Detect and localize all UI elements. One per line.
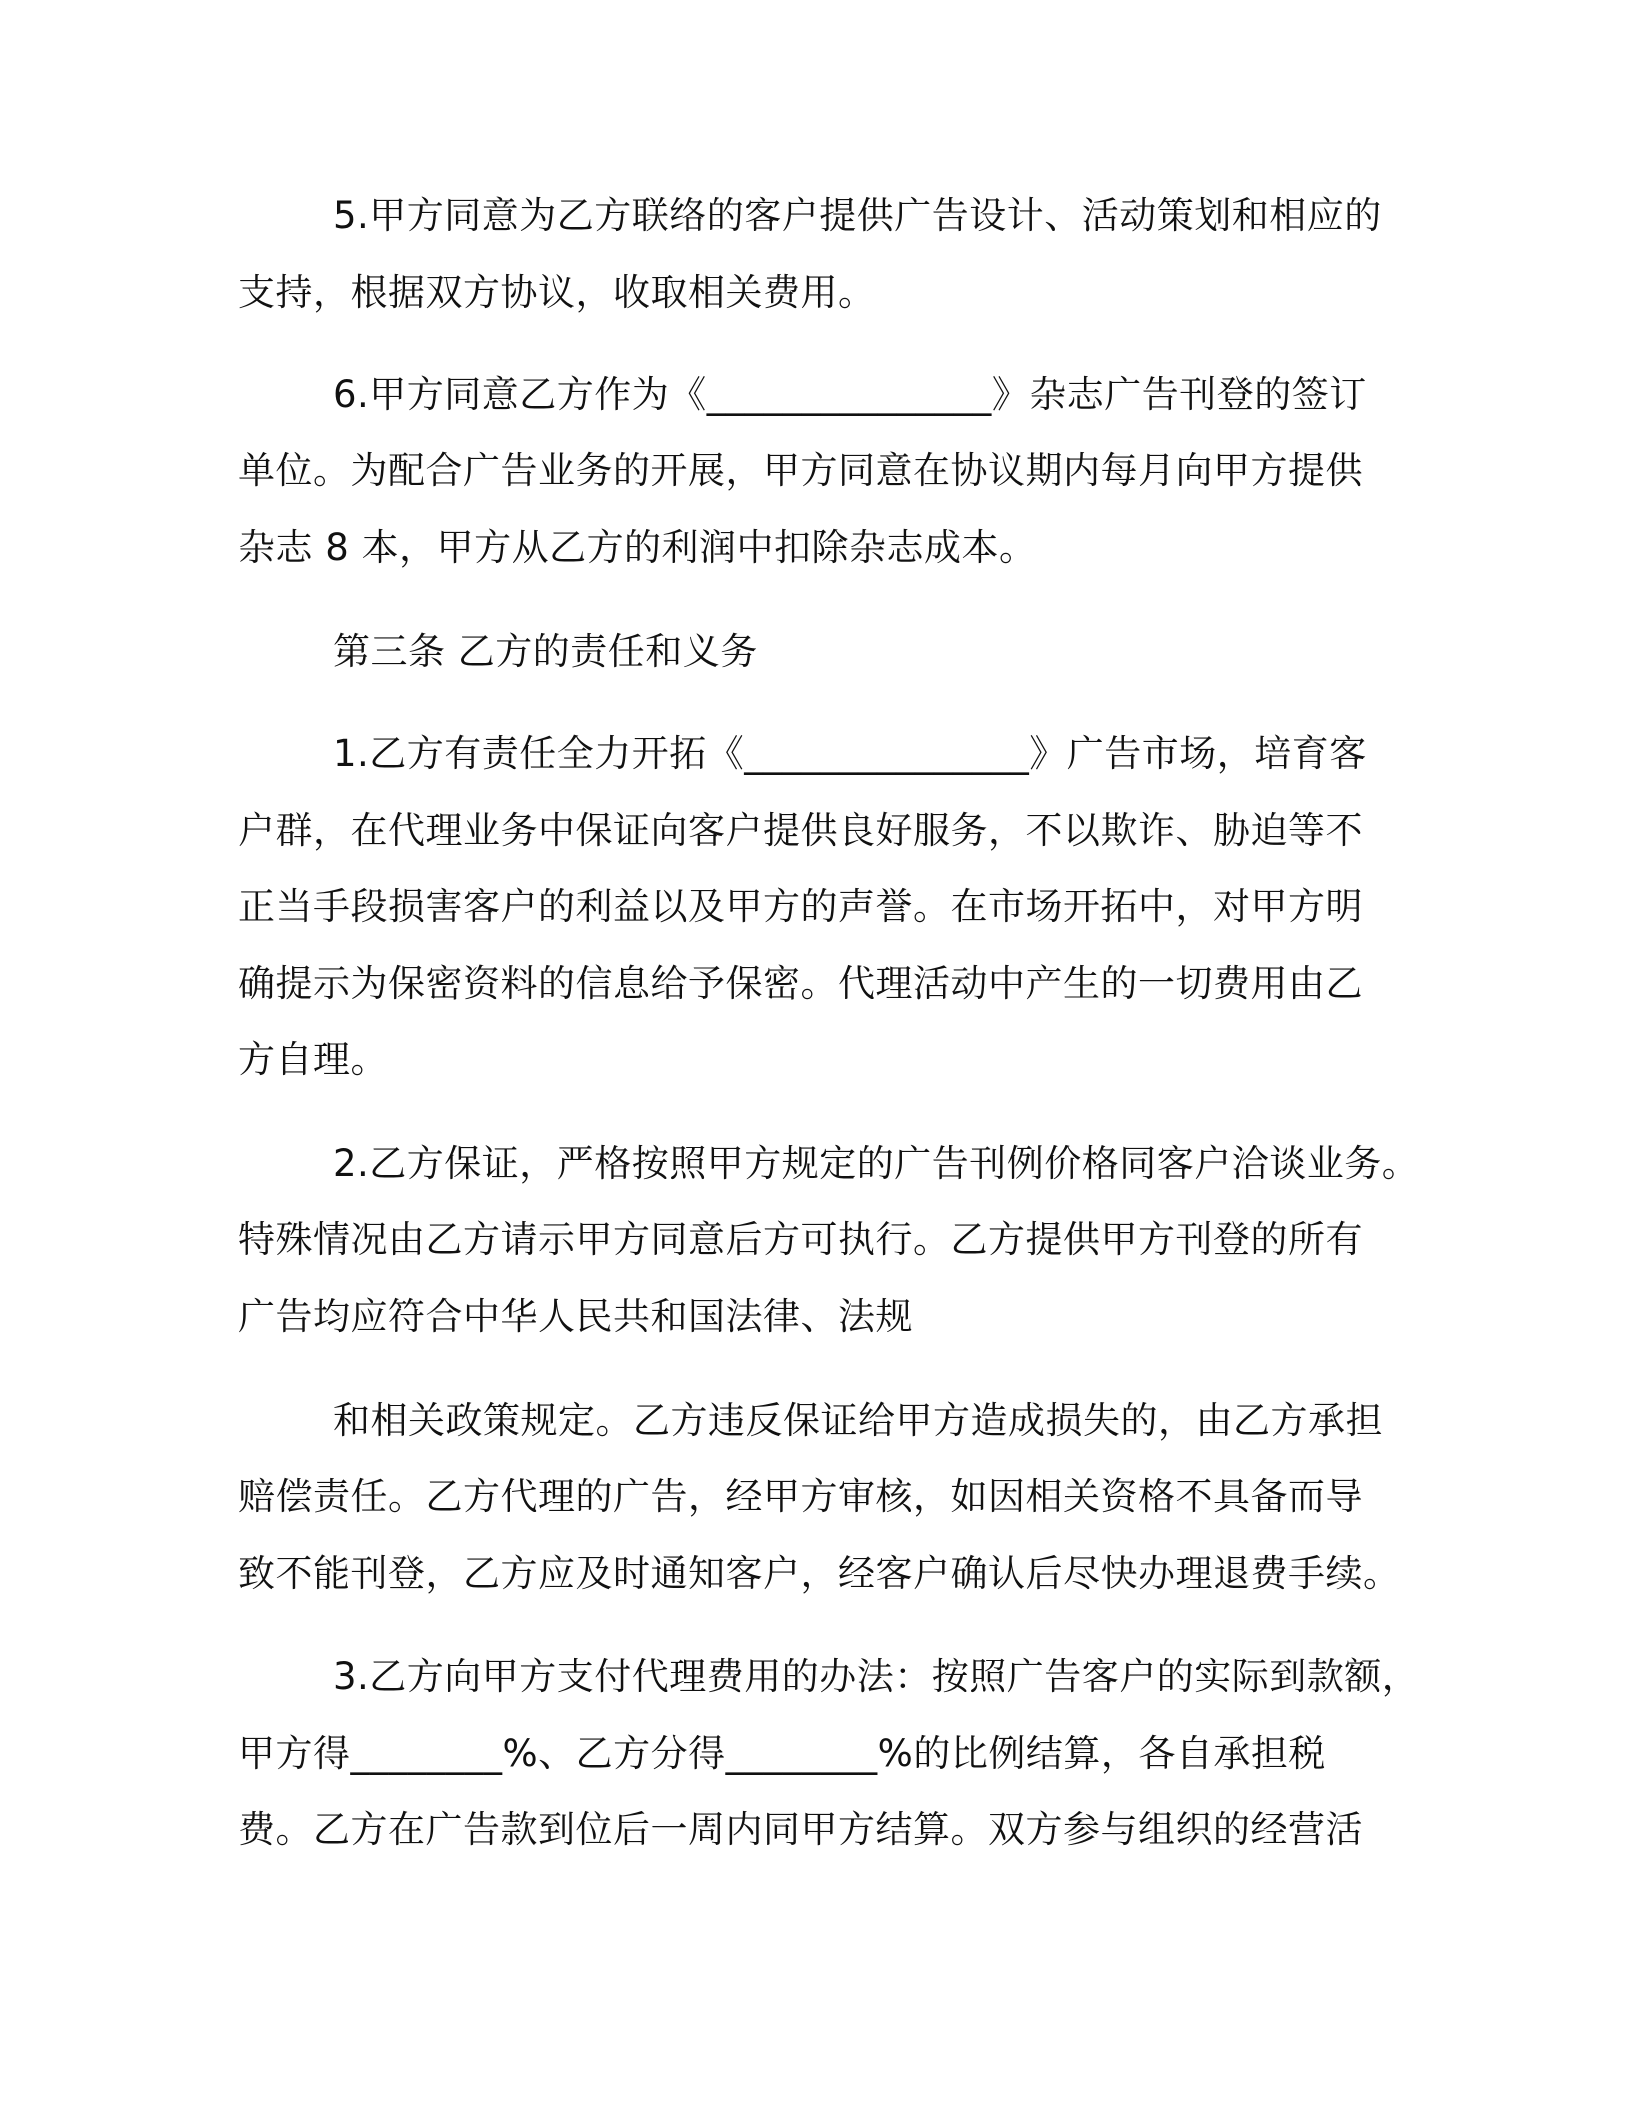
- paragraph-6-line-2: 单位。为配合广告业务的开展，甲方同意在协议期内每月向甲方提供: [238, 449, 1363, 492]
- clause-1-line-1: 1.乙方有责任全力开拓《_______________》广告市场，培育客: [333, 732, 1367, 775]
- article-3-heading: 第三条 乙方的责任和义务: [333, 630, 758, 673]
- clause-1-line-5: 方自理。: [238, 1038, 388, 1081]
- clause-2-line-1: 2.乙方保证，严格按照甲方规定的广告刊例价格同客户洽谈业务。: [333, 1142, 1420, 1185]
- clause-1-line-4: 确提示为保密资料的信息给予保密。代理活动中产生的一切费用由乙: [238, 962, 1363, 1005]
- clause-2-line-3: 广告均应符合中华人民共和国法律、法规: [238, 1295, 913, 1338]
- paragraph-6-line-1: 6.甲方同意乙方作为《_______________》杂志广告刊登的签订: [333, 373, 1367, 416]
- clause-1-line-3: 正当手段损害客户的利益以及甲方的声誉。在市场开拓中，对甲方明: [238, 885, 1363, 928]
- clause-1-line-2: 户群，在代理业务中保证向客户提供良好服务，不以欺诈、胁迫等不: [238, 809, 1363, 852]
- clause-2-line-2: 特殊情况由乙方请示甲方同意后方可执行。乙方提供甲方刊登的所有: [238, 1218, 1363, 1261]
- clause-3-line-1: 3.乙方向甲方支付代理费用的办法：按照广告客户的实际到款额，: [333, 1655, 1420, 1698]
- clause-2-continued-line-1: 和相关政策规定。乙方违反保证给甲方造成损失的，由乙方承担: [333, 1399, 1383, 1442]
- clause-2-continued-line-3: 致不能刊登，乙方应及时通知客户，经客户确认后尽快办理退费手续。: [238, 1552, 1401, 1595]
- paragraph-5-line-1: 5.甲方同意为乙方联络的客户提供广告设计、活动策划和相应的: [333, 194, 1382, 237]
- clause-3-line-2: 甲方得________%、乙方分得________%的比例结算，各自承担税: [238, 1732, 1326, 1775]
- clause-2-continued-line-2: 赔偿责任。乙方代理的广告，经甲方审核，如因相关资格不具备而导: [238, 1475, 1363, 1518]
- paragraph-5-line-2: 支持，根据双方协议，收取相关费用。: [238, 271, 876, 314]
- clause-3-line-3: 费。乙方在广告款到位后一周内同甲方结算。双方参与组织的经营活: [238, 1808, 1363, 1851]
- paragraph-6-line-3: 杂志 8 本，甲方从乙方的利润中扣除杂志成本。: [238, 526, 1037, 569]
